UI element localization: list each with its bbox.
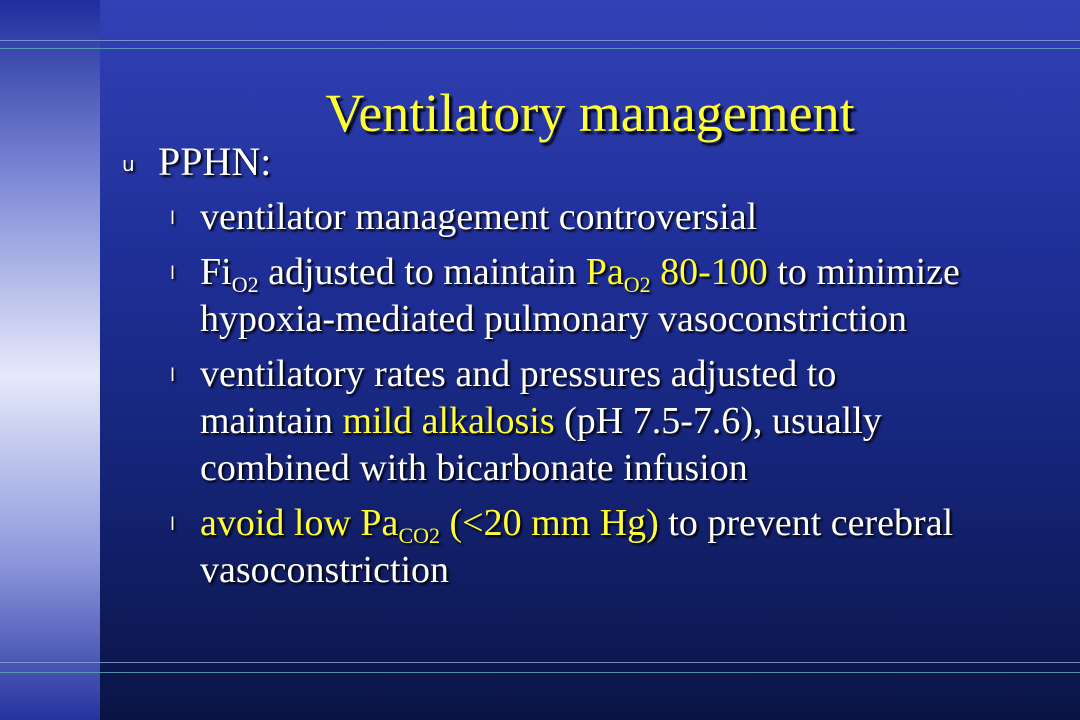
bottom-rule-1 xyxy=(0,662,1080,663)
list-item xyxy=(170,194,970,241)
item-text: (pH 7.5-7.6), usually combined with bicarbonate infusion xyxy=(200,400,882,489)
fio2-label: $Fi_{O2}$ xyxy=(200,251,259,297)
slide-title: Ventilatory management xyxy=(325,83,855,143)
sub-bullet-glyph: l xyxy=(170,514,176,535)
item-text: to minimize hypoxia-mediated pulmonary vasoconstriction xyxy=(200,251,960,340)
item-text: adjusted to maintain xyxy=(258,251,586,293)
item-text: to prevent cerebral vasoconstriction xyxy=(200,502,954,591)
side-gradient-bar xyxy=(0,0,100,720)
sub-bullet-list xyxy=(170,194,970,602)
sub-bullet-glyph: l xyxy=(170,263,176,284)
top-rule-2 xyxy=(0,48,1080,49)
list-item xyxy=(170,249,970,343)
highlight-text: mild alkalosis xyxy=(342,400,555,442)
item-text: ventilatory rates and pressures adjusted to maintain xyxy=(200,353,837,442)
main-bullet-glyph: u xyxy=(122,152,135,176)
highlight-text: avoid low $Pa_{CO2}$ (<20 mm Hg) xyxy=(200,502,659,548)
sub-bullet-glyph: l xyxy=(170,365,176,386)
list-item xyxy=(170,500,970,594)
main-bullet-label: PPHN: xyxy=(158,139,272,184)
list-item xyxy=(170,351,970,492)
pao2-label: $Pa_{O2}$ 80-100 xyxy=(585,251,768,297)
sub-bullet-glyph: l xyxy=(170,208,176,229)
top-rule-1 xyxy=(0,40,1080,41)
bottom-rule-2 xyxy=(0,672,1080,673)
item-text: ventilator management controversial xyxy=(200,196,758,238)
